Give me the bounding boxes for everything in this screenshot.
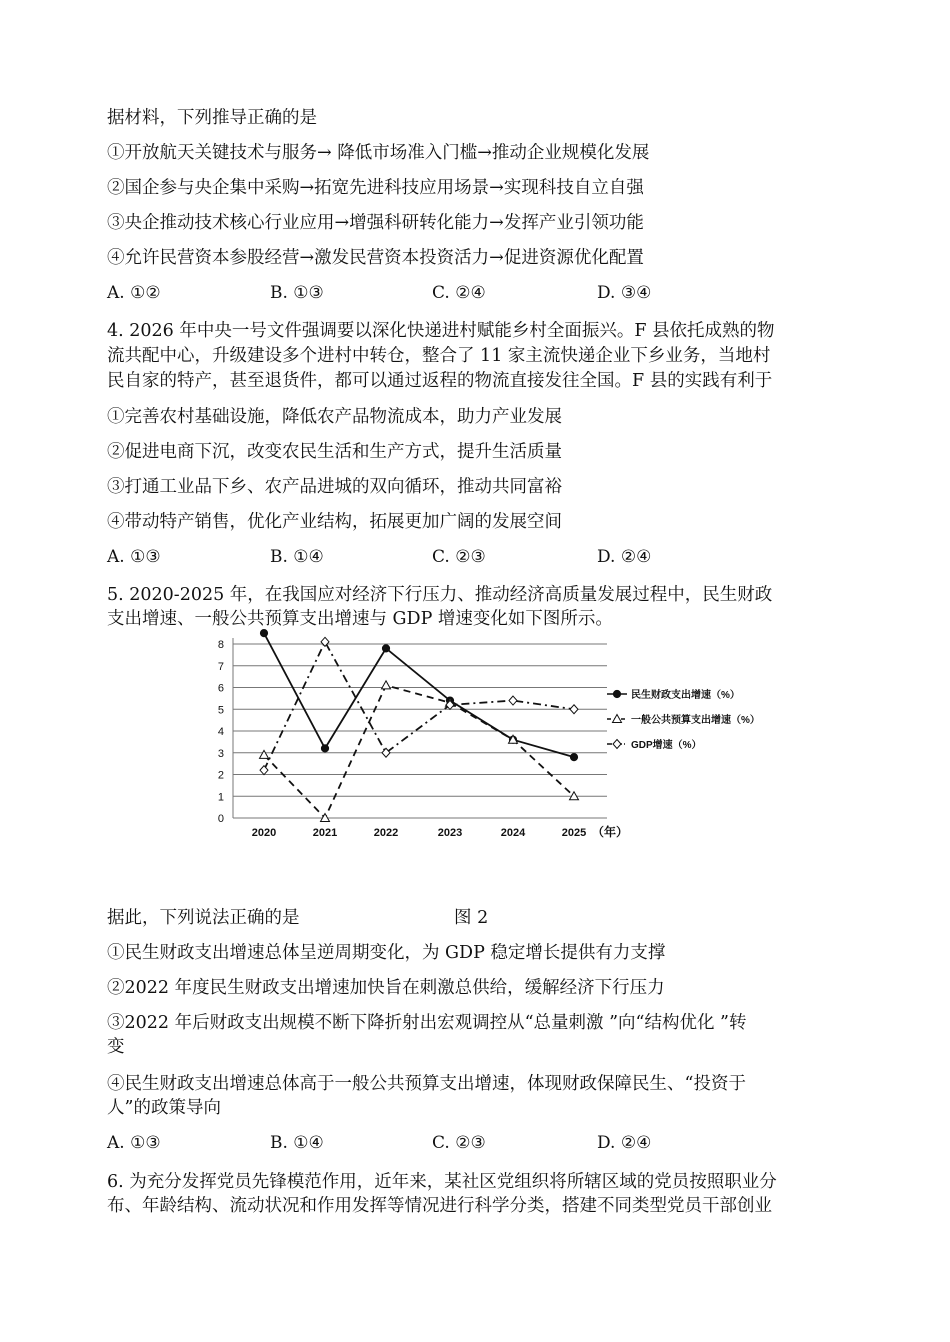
- budget-legend-marker: [613, 715, 622, 723]
- y-tick-label: 4: [217, 726, 224, 738]
- figure-label: 图 2: [454, 908, 489, 928]
- q3-item-2: ②国企参与央企集中采购→拓宽先进科技应用场景→实现科技自立自强: [107, 178, 644, 198]
- gdp-legend-marker: [613, 740, 621, 749]
- q4-item-1: ①完善农村基础设施，降低农产品物流成本，助力产业发展: [107, 407, 562, 427]
- y-tick-label: 2: [217, 769, 224, 782]
- q4-item-2: ②促进电商下沉，改变农民生活和生产方式，提升生活质量: [107, 442, 562, 462]
- q5-item-4-cont: 人”的政策导向: [107, 1098, 221, 1118]
- q4-option-b: B. ①④: [270, 547, 324, 567]
- q5-stem-line-2: 支出增速、一般公共预算支出增速与 GDP 增速变化如下图所示。: [107, 609, 613, 629]
- q3-option-a: A. ①②: [107, 283, 161, 303]
- q5-stem-line-1: 5. 2020-2025 年，在我国应对经济下行压力、推动经济高质量发展过程中，民生财政: [107, 585, 773, 605]
- y-tick-label: 3: [217, 747, 224, 760]
- growth-line-chart: [200, 626, 810, 848]
- x-unit-label: （年）: [592, 825, 629, 839]
- y-tick-label: 5: [217, 704, 224, 717]
- q3-item-3: ③央企推动技术核心行业应用→增强科研转化能力→发挥产业引领功能: [107, 213, 644, 233]
- q5-item-4: ④民生财政支出增速总体高于一般公共预算支出增速，体现财政保障民生、“投资于: [107, 1074, 746, 1094]
- livelihood-legend-marker: [613, 690, 620, 697]
- livelihood-point: [570, 754, 577, 761]
- q4-stem-line-1: 4. 2026 年中央一号文件强调要以深化快递进村赋能乡村全面振兴。F 县依托成熟的物: [107, 321, 775, 341]
- q5-after-chart: 据此，下列说法正确的是: [107, 908, 300, 928]
- x-tick-label: 2024: [500, 827, 526, 839]
- budget-legend-label: 一般公共预算支出增速（%）: [631, 715, 760, 726]
- x-tick-label: 2022: [373, 827, 399, 839]
- y-tick-label: 8: [217, 639, 224, 651]
- q4-item-4: ④带动特产销售，优化产业结构，拓展更加广阔的发展空间: [107, 512, 562, 532]
- q3-option-d: D. ③④: [597, 283, 652, 303]
- x-tick-label: 2023: [437, 827, 463, 839]
- y-tick-label: 6: [217, 682, 224, 695]
- gdp-point: [570, 705, 578, 714]
- budget-point: [382, 681, 391, 689]
- q5-item-3: ③2022 年后财政支出规模不断下降折射出宏观调控从“总量刺激 ”向“结构优化 ”转: [107, 1013, 747, 1033]
- q3-stem: 据材料，下列推导正确的是: [107, 108, 317, 128]
- q5-option-c: C. ②③: [432, 1133, 486, 1153]
- y-tick-label: 7: [217, 660, 224, 673]
- gdp-point: [260, 766, 268, 775]
- livelihood-legend-label: 民生财政支出增速（%）: [631, 690, 740, 701]
- q3-item-1: ①开放航天关键技术与服务→ 降低市场准入门槛→推动企业规模化发展: [107, 143, 650, 163]
- q5-item-2: ②2022 年度民生财政支出增速加快旨在刺激总供给，缓解经济下行压力: [107, 978, 665, 998]
- chart-svg: [200, 626, 810, 848]
- x-tick-label: 2025: [561, 827, 587, 839]
- q3-item-4: ④允许民营资本参股经营→激发民营资本投资活力→促进资源优化配置: [107, 248, 644, 268]
- q4-stem-line-2: 流共配中心，升级建设多个进村中转仓，整合了 11 家主流快递企业下乡业务，当地村: [107, 346, 771, 366]
- q5-item-1: ①民生财政支出增速总体呈逆周期变化，为 GDP 稳定增长提供有力支撑: [107, 943, 666, 963]
- q4-option-c: C. ②③: [432, 547, 486, 567]
- gdp-legend-label: GDP增速（%）: [631, 740, 702, 751]
- q5-option-a: A. ①③: [107, 1133, 161, 1153]
- q6-stem-line-2: 布、年龄结构、流动状况和作用发挥等情况进行科学分类，搭建不同类型党员干部创业: [107, 1196, 772, 1216]
- x-tick-label: 2020: [251, 827, 277, 839]
- q5-option-d: D. ②④: [597, 1133, 652, 1153]
- q3-option-c: C. ②④: [432, 283, 486, 303]
- x-tick-label: 2021: [312, 827, 338, 839]
- livelihood-point: [382, 645, 389, 652]
- budget-series-line: [264, 685, 574, 818]
- q4-item-3: ③打通工业品下乡、农产品进城的双向循环，推动共同富裕: [107, 477, 562, 497]
- budget-point: [260, 750, 269, 758]
- q4-stem-line-3: 民自家的特产，甚至退货件，都可以通过返程的物流直接发往全国。F 县的实践有利于: [107, 371, 773, 391]
- y-tick-label: 0: [217, 813, 224, 825]
- q5-option-b: B. ①④: [270, 1133, 324, 1153]
- q3-option-b: B. ①③: [270, 283, 324, 303]
- q6-stem-line-1: 6. 为充分发挥党员先锋模范作用，近年来，某社区党组织将所辖区域的党员按照职业分: [107, 1172, 777, 1192]
- y-tick-label: 1: [217, 791, 224, 804]
- gdp-point: [321, 637, 329, 646]
- livelihood-point: [321, 745, 328, 752]
- q4-option-d: D. ②④: [597, 547, 652, 567]
- gdp-series-line: [264, 642, 574, 770]
- q4-option-a: A. ①③: [107, 547, 161, 567]
- q5-item-3-cont: 变: [107, 1037, 125, 1057]
- gdp-point: [509, 696, 517, 705]
- livelihood-point: [260, 630, 267, 637]
